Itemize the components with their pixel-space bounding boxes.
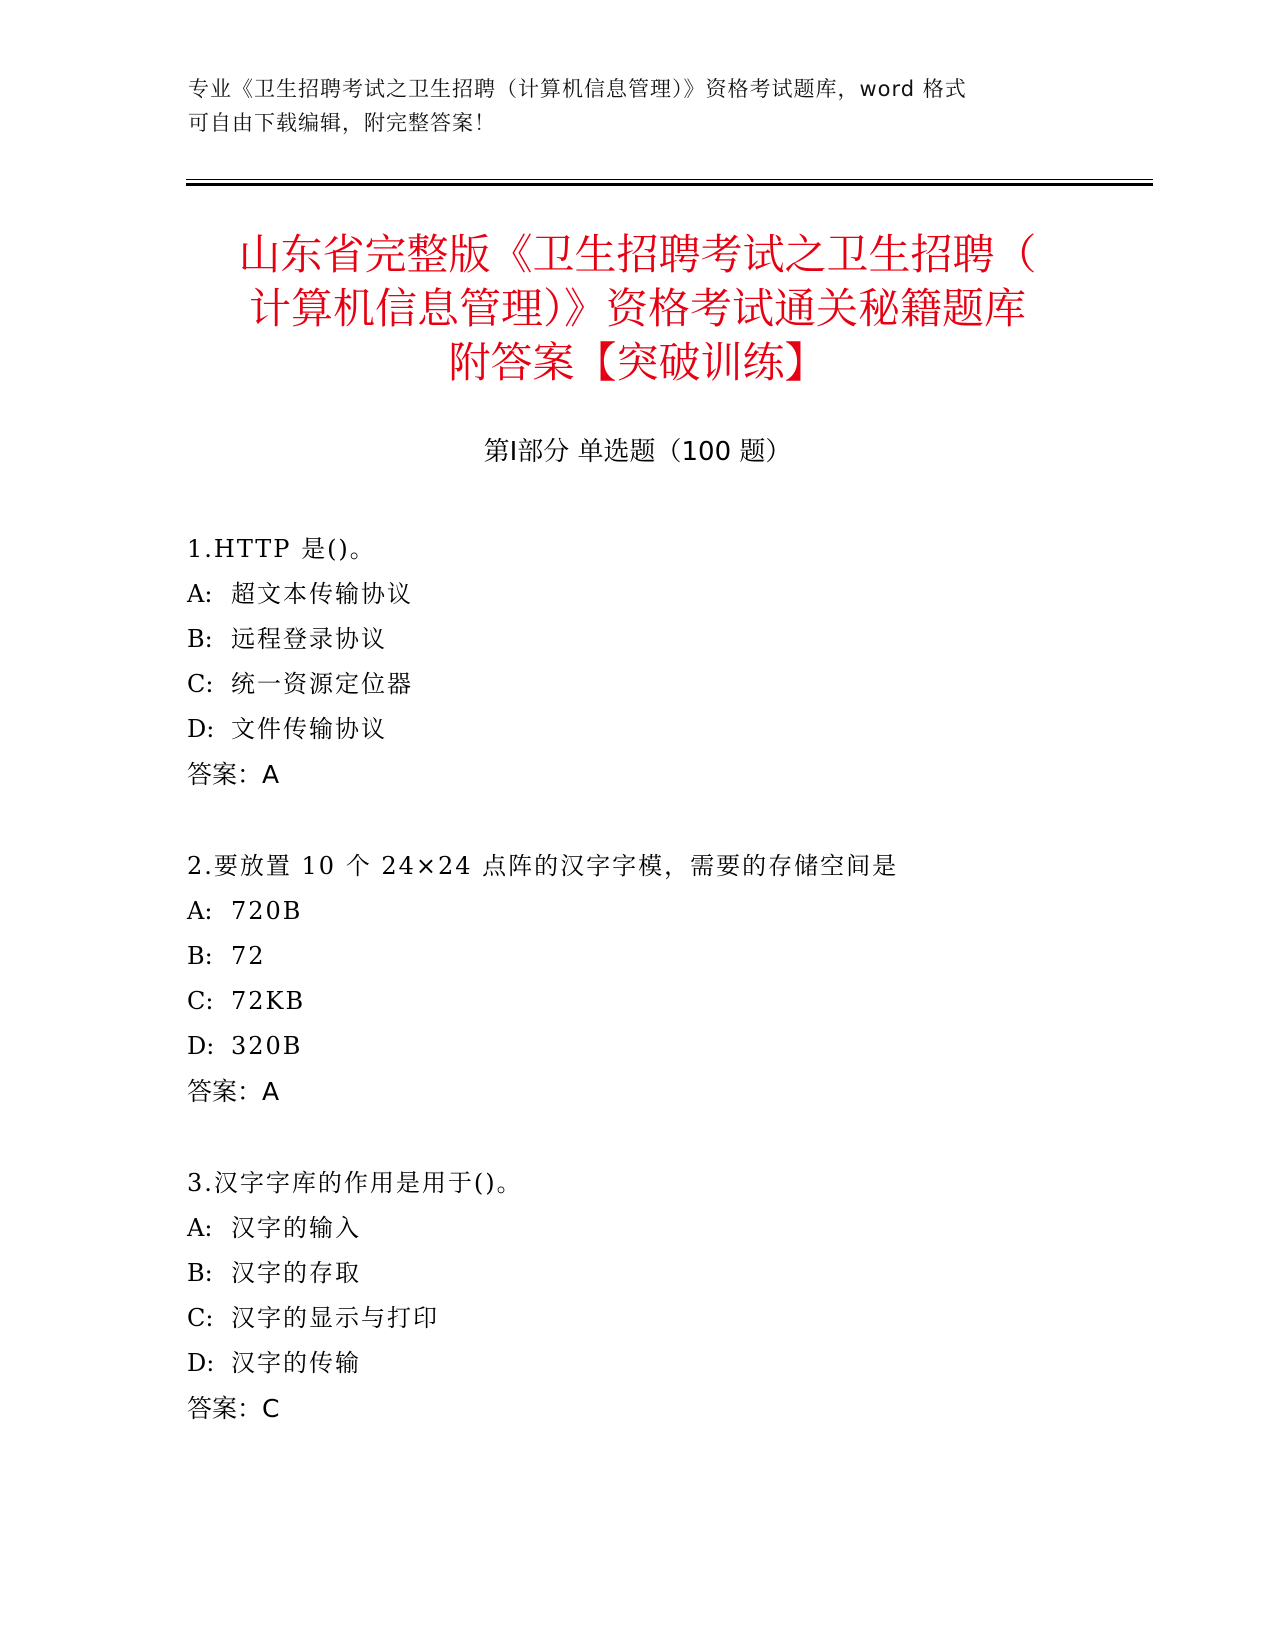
option-key: C: [187, 1304, 214, 1332]
option-c [187, 662, 1147, 707]
option-text: 汉字的传输 [231, 1349, 361, 1377]
question-stem: 1.HTTP 是()。 [187, 535, 376, 563]
option-key: D: [187, 715, 215, 743]
option-key: A: [187, 1214, 213, 1242]
document-header-note [188, 72, 1068, 140]
option-text: 72KB [231, 987, 306, 1015]
option-key: B: [187, 1259, 213, 1287]
option-d [187, 707, 1147, 752]
header-divider-thick [186, 183, 1153, 186]
section-heading: 第Ⅰ部分 单选题（100 题） [483, 437, 792, 467]
option-a [187, 889, 1147, 934]
answer-line: 答案：A [187, 760, 280, 789]
option-text: 汉字的输入 [231, 1214, 361, 1242]
option-text: 文件传输协议 [231, 715, 387, 743]
header-divider-thin [186, 179, 1153, 180]
option-key: A: [187, 580, 213, 608]
option-text: 汉字的存取 [231, 1259, 361, 1287]
question-stem: 2.要放置 10 个 24×24 点阵的汉字字模，需要的存储空间是 [187, 852, 899, 880]
option-key: B: [187, 625, 213, 653]
option-d [187, 1341, 1147, 1386]
option-text: 统一资源定位器 [231, 670, 413, 698]
option-c [187, 1296, 1147, 1341]
option-key: D: [187, 1032, 215, 1060]
option-text: 320B [231, 1032, 303, 1060]
option-text: 72 [231, 942, 266, 970]
option-text: 远程登录协议 [231, 625, 387, 653]
option-b [187, 1251, 1147, 1296]
answer-line: 答案：C [187, 1394, 280, 1423]
question-3 [187, 1161, 1147, 1431]
option-text: 720B [231, 897, 303, 925]
option-d [187, 1024, 1147, 1069]
question-list [187, 527, 1147, 1478]
header-note-line-1: 专业《卫生招聘考试之卫生招聘（计算机信息管理）》资格考试题库，word 格式 [188, 77, 967, 101]
option-key: D: [187, 1349, 215, 1377]
option-key: B: [187, 942, 213, 970]
option-key: C: [187, 670, 214, 698]
option-key: C: [187, 987, 214, 1015]
option-b [187, 617, 1147, 662]
question-stem: 3.汉字字库的作用是用于()。 [187, 1169, 523, 1197]
title-line-3: 附答案【突破训练】 [448, 338, 827, 387]
title-line-2: 计算机信息管理）》资格考试通关秘籍题库 [248, 284, 1026, 333]
option-b [187, 934, 1147, 979]
header-note-line-2: 可自由下载编辑，附完整答案！ [188, 111, 496, 135]
option-c [187, 979, 1147, 1024]
answer-line: 答案：A [187, 1077, 280, 1106]
document-title [160, 228, 1115, 390]
option-a [187, 572, 1147, 617]
question-1 [187, 527, 1147, 797]
option-key: A: [187, 897, 213, 925]
question-2 [187, 844, 1147, 1114]
title-line-1: 山东省完整版《卫生招聘考试之卫生招聘（ [238, 230, 1037, 279]
option-text: 汉字的显示与打印 [231, 1304, 439, 1332]
option-a [187, 1206, 1147, 1251]
option-text: 超文本传输协议 [231, 580, 413, 608]
